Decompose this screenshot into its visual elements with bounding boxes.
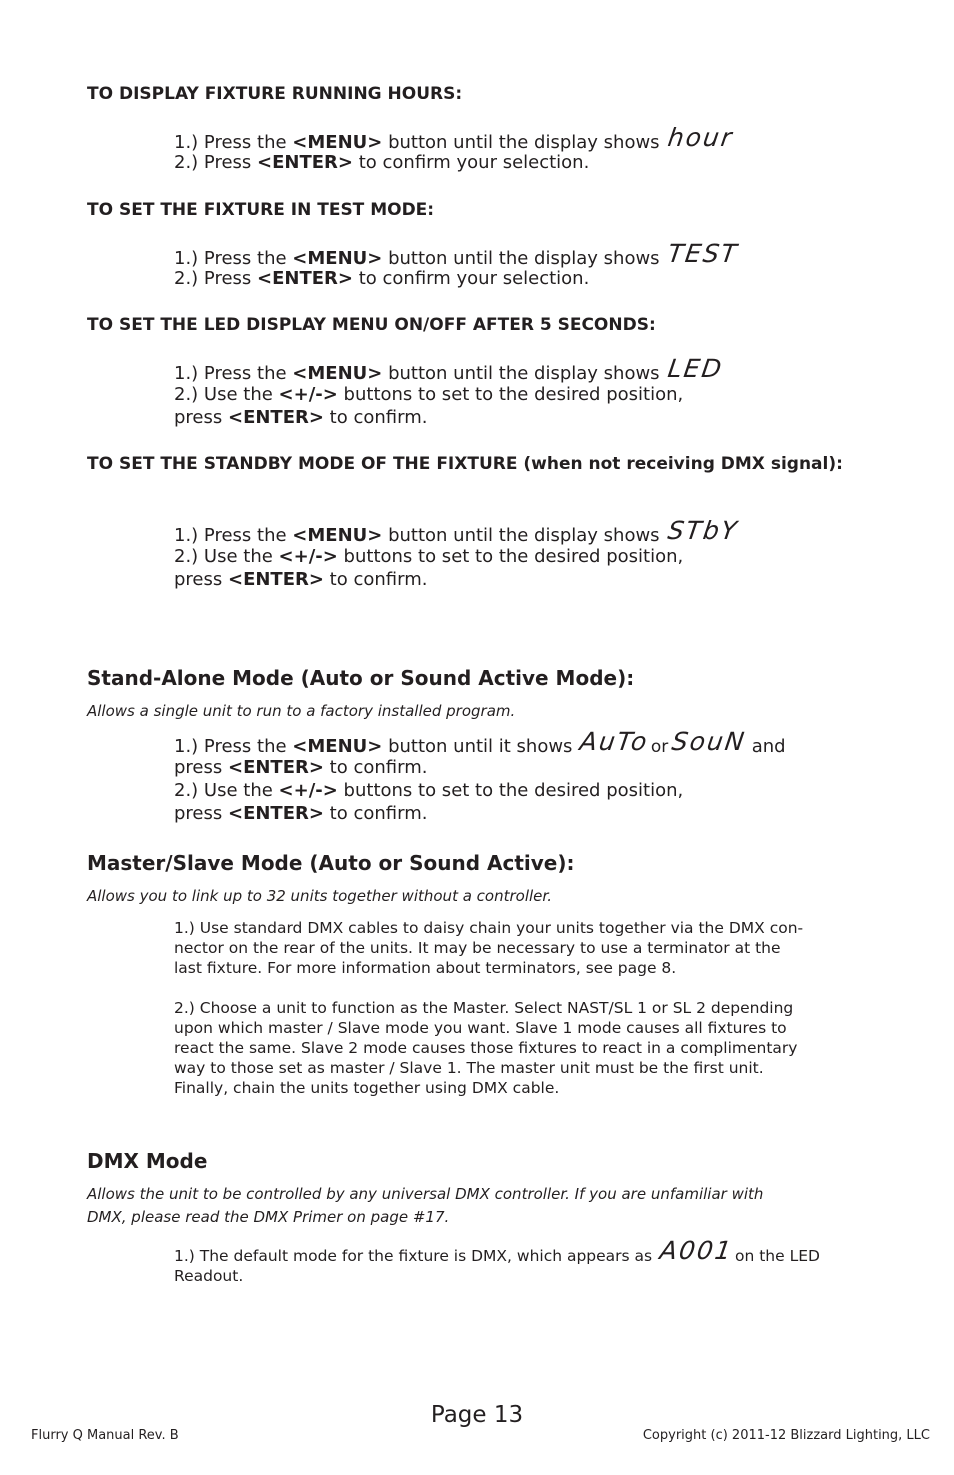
- standby-step-1: 1.) Press the <MENU> button until the display shows STbY: [174, 516, 740, 546]
- test-step-1: 1.) Press the <MENU> button until the display shows TEST: [174, 239, 740, 269]
- page-number: Page 13: [430, 1402, 524, 1428]
- lcd-stby-icon: STbY: [665, 516, 740, 545]
- section-title-master-slave: Master/Slave Mode (Auto or Sound Active):: [87, 851, 575, 875]
- test-step-2: 2.) Press <ENTER> to confirm your selection.: [174, 268, 590, 289]
- lcd-auto-icon: AuTo: [578, 727, 651, 756]
- master-slave-description: Allows you to link up to 32 units together without a controller.: [87, 887, 552, 905]
- footer-copyright: Copyright (c) 2011-12 Blizzard Lighting, LLC: [642, 1428, 930, 1443]
- standalone-step-1: 1.) Press the <MENU> button until it shows AuToorSouN and: [174, 727, 786, 757]
- standalone-step-2: 2.) Use the <+/-> buttons to set to the desired position,: [174, 780, 684, 801]
- led-step-2-cont: press <ENTER> to confirm.: [174, 407, 428, 428]
- standby-step-2-cont: press <ENTER> to confirm.: [174, 569, 428, 590]
- heading-led-display: TO SET THE LED DISPLAY MENU ON/OFF AFTER 5 SECONDS:: [87, 315, 656, 335]
- standalone-description: Allows a single unit to run to a factory installed program.: [87, 702, 516, 720]
- standalone-step-2-cont: press <ENTER> to confirm.: [174, 803, 428, 824]
- heading-test-mode: TO SET THE FIXTURE IN TEST MODE:: [87, 200, 435, 220]
- led-step-1: 1.) Press the <MENU> button until the display shows LED: [174, 354, 725, 384]
- standby-step-2: 2.) Use the <+/-> buttons to set to the desired position,: [174, 546, 684, 567]
- lcd-test-icon: TEST: [665, 239, 740, 268]
- lcd-hour-icon: hour: [665, 123, 735, 152]
- hours-step-1: 1.) Press the <MENU> button until the display shows hour: [174, 123, 735, 153]
- section-title-standalone: Stand-Alone Mode (Auto or Sound Active Mode):: [87, 666, 635, 690]
- lcd-sound-icon: SouN: [670, 727, 749, 756]
- dmx-description: Allows the unit to be controlled by any universal DMX controller. If you are unfamiliar with DMX, please read the DMX Primer on page #17.: [87, 1185, 764, 1226]
- master-slave-paragraph-2: 2.) Choose a unit to function as the Master. Select NAST/SL 1 or SL 2 depending upon which master / Slave mode you want. Slave 1 mode causes all fixtures to react the same. Slave 2 mode causes those fixtures to react in a complimentary way to those set as master / Slave 1. The master unit must be the first unit. Finally, chain the units together using DMX cable.: [174, 999, 798, 1097]
- heading-running-hours: TO DISPLAY FIXTURE RUNNING HOURS:: [87, 84, 463, 104]
- lcd-led-icon: LED: [665, 354, 725, 383]
- section-title-dmx: DMX Mode: [87, 1149, 208, 1173]
- lcd-a001-icon: A001: [658, 1236, 736, 1265]
- standalone-step-1-cont: press <ENTER> to confirm.: [174, 757, 428, 778]
- led-step-2: 2.) Use the <+/-> buttons to set to the desired position,: [174, 384, 684, 405]
- heading-standby-mode: TO SET THE STANDBY MODE OF THE FIXTURE (when not receiving DMX signal):: [87, 454, 843, 474]
- footer-manual-revision: Flurry Q Manual Rev. B: [31, 1428, 179, 1443]
- dmx-paragraph-1: 1.) The default mode for the fixture is DMX, which appears as A001on the LED Readout.: [174, 1236, 820, 1285]
- master-slave-paragraph-1: 1.) Use standard DMX cables to daisy chain your units together via the DMX con- nector on the rear of the units. It may be necessary to use a terminator at the last fixture. For more information about terminators, see page 8.: [174, 919, 804, 977]
- hours-step-2: 2.) Press <ENTER> to confirm your selection.: [174, 152, 590, 173]
